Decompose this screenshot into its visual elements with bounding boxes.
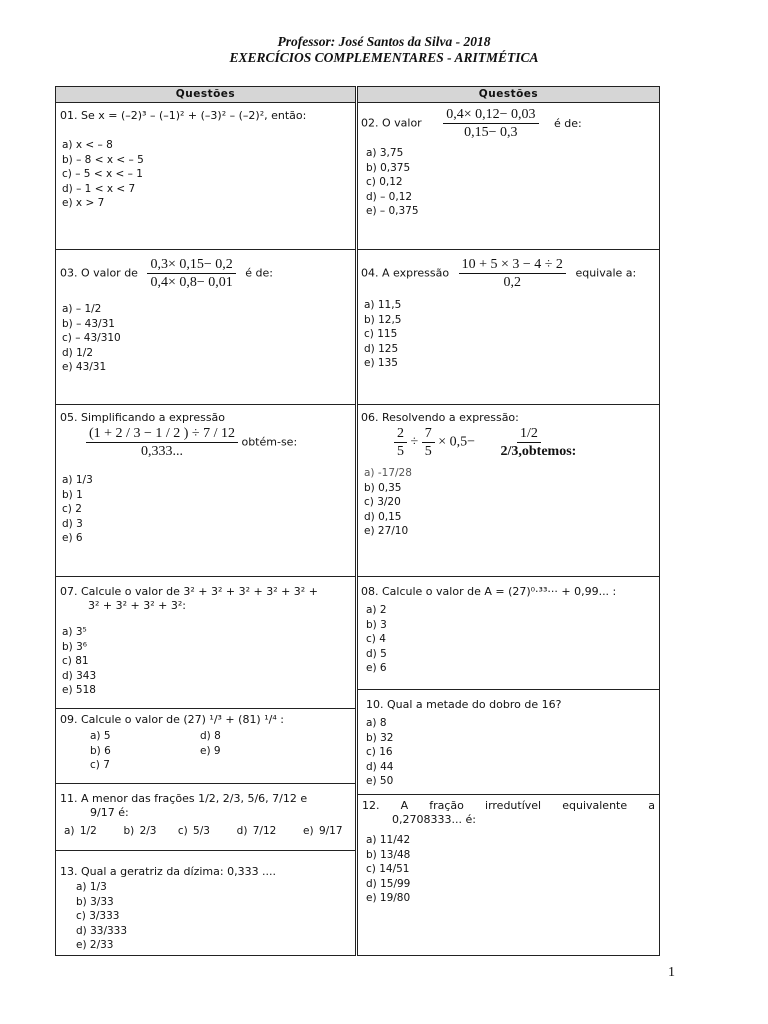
right-column-header: Questões — [358, 87, 659, 103]
question-02-text: 02. O valor $\frac{0,4\times 0,12- 0,03}{0,15- 0,3}$ é de: — [361, 107, 582, 140]
option-b: b) 1 — [62, 488, 83, 501]
question-11-line1: 11. A menor das frações 1/2, 2/3, 5/6, 7/12 e — [60, 792, 308, 805]
question-04 — [358, 249, 659, 404]
question-04-fraction: $\frac{10 + 5 \times 3 - 4 \div 2}{0,2}$ — [459, 256, 566, 291]
question-13-text: 13. Qual a geratriz da dízima: 0,333 .... — [60, 865, 277, 878]
option-a: a) 1/2 — [64, 825, 97, 837]
document-title: EXERCÍCIOS COMPLEMENTARES - ARITMÉTICA — [229, 50, 539, 65]
question-12-line1: 12. A fração irredutível equivalente a — [362, 799, 655, 812]
question-01-text: 01. Se x = (–2)³ – (–1)² + (–3)² – (–2)², então: — [60, 109, 307, 122]
option-b: b) 3/33 — [76, 895, 114, 908]
option-c: c) 7 — [90, 759, 110, 771]
option-e: e) 2/33 — [76, 939, 114, 951]
option-a: a) 1/3 — [62, 474, 93, 486]
option-d: d) – 1 < x < 7 — [62, 182, 136, 195]
option-d: d) 33/333 — [76, 924, 128, 937]
question-01-options — [62, 138, 144, 211]
question-07 — [56, 576, 355, 708]
question-06-expression: $\frac{2}{5}$ ÷ $\frac{7}{5}$ × 0,5− $\frac{1/2}{\text{2/3,obtemos:}}$ — [394, 425, 579, 460]
question-03 — [56, 249, 355, 404]
question-12 — [358, 794, 659, 955]
question-13-options — [76, 880, 127, 953]
option-d: d) 3 — [62, 517, 83, 530]
question-08 — [358, 576, 659, 689]
option-a: a) 1/3 — [76, 881, 107, 893]
question-12-line2: 0,2708333... é: — [392, 813, 476, 826]
option-c: c) 0,12 — [366, 176, 403, 188]
question-02-options — [366, 146, 419, 219]
option-e: e) 50 — [366, 775, 394, 787]
question-08-text: 08. Calcule o valor de A = (27)⁰·³³··· + 0,99... : — [361, 585, 617, 598]
option-e: e) 6 — [62, 532, 83, 544]
question-11-line2: 9/17 é: — [90, 806, 129, 819]
option-a: a) -17/28 — [364, 467, 412, 479]
option-e: e) 19/80 — [366, 892, 411, 904]
question-11 — [56, 783, 355, 850]
option-c: c) 14/51 — [366, 863, 410, 875]
question-04-text: 04. A expressão $\frac{10 + 5 \times 3 - 4 \div 2}{0,2}$ equivale a: — [361, 257, 637, 290]
option-e: e) 9/17 — [303, 825, 343, 837]
option-e: e) 518 — [62, 684, 96, 696]
option-d: d) 44 — [366, 760, 394, 773]
option-c: c) 3/333 — [76, 910, 120, 922]
option-c: c) 5/3 — [177, 825, 210, 837]
document-header — [0, 34, 768, 66]
question-03-fraction: $\frac{0,3\times 0,15- 0,2}{0,4\times 0,8- 0,01}$ — [147, 256, 235, 291]
question-08-options — [366, 603, 387, 676]
option-c: c) – 43/310 — [62, 332, 121, 344]
option-e: e) x > 7 — [62, 197, 105, 209]
option-a: a) 3,75 — [366, 147, 404, 159]
option-b: b) 13/48 — [366, 848, 411, 861]
question-10-options — [366, 716, 393, 789]
option-d: d) 343 — [62, 669, 97, 682]
option-b: b) 0,375 — [366, 161, 411, 174]
option-e: e) 43/31 — [62, 361, 107, 373]
option-c: c) 4 — [366, 633, 386, 645]
option-a: a) 2 — [366, 604, 387, 616]
option-c: c) 3/20 — [364, 496, 401, 508]
option-b: b) 6 — [90, 744, 111, 757]
question-01 — [56, 102, 355, 249]
right-column — [357, 86, 660, 956]
question-05 — [56, 404, 355, 576]
option-c: c) – 5 < x < – 1 — [62, 168, 143, 180]
question-09-text: 09. Calcule o valor de (27) ¹/³ + (81) ¹/⁴ : — [60, 713, 284, 726]
option-c: c) 115 — [364, 328, 398, 340]
question-13 — [56, 850, 355, 955]
question-05-fraction: $\frac{(1 + 2 / 3 - 1 / 2 ) \div 7 / 12}{0,333...}$ — [86, 425, 238, 460]
option-e: e) – 0,375 — [366, 205, 419, 217]
question-05-options — [62, 473, 93, 546]
option-b: b) – 43/31 — [62, 317, 115, 330]
option-b: b) – 8 < x < – 5 — [62, 153, 144, 166]
question-03-text: 03. O valor de $\frac{0,3\times 0,15- 0,2}{0,4\times 0,8- 0,01}$ é de: — [60, 257, 273, 290]
question-09-options — [90, 729, 280, 773]
option-a: a) x < – 8 — [62, 139, 113, 151]
option-b: b) 0,35 — [364, 481, 402, 494]
option-d: d) 15/99 — [366, 877, 411, 890]
option-d: d) – 0,12 — [366, 190, 413, 203]
option-e: e) 27/10 — [364, 525, 409, 537]
option-b: b) 2/3 — [123, 825, 157, 837]
option-d: d) 7/12 — [236, 825, 277, 837]
option-b: b) 3⁶ — [62, 640, 87, 653]
option-a: a) 11/42 — [366, 834, 411, 846]
question-03-options — [62, 302, 121, 375]
question-06-text: 06. Resolvendo a expressão: — [361, 411, 519, 424]
question-05-text: 05. Simplificando a expressão — [60, 411, 226, 424]
question-07-line1: 07. Calcule o valor de 3² + 3² + 3² + 3² + 3² + — [60, 585, 318, 598]
question-09 — [56, 708, 355, 783]
option-e: e) 6 — [366, 662, 387, 674]
option-d: d) 1/2 — [62, 346, 93, 359]
option-c: c) 81 — [62, 655, 89, 667]
question-11-options — [64, 824, 343, 839]
question-04-options — [364, 298, 401, 371]
question-05-expression: $\frac{(1 + 2 / 3 - 1 / 2 ) \div 7 / 12}{0,333...}$ obtém-se: — [86, 425, 297, 460]
option-b: b) 32 — [366, 731, 394, 744]
option-e: e) 135 — [364, 357, 398, 369]
option-a: a) 5 — [90, 730, 111, 742]
option-a: a) 8 — [366, 717, 387, 729]
question-06 — [358, 404, 659, 576]
teacher-line: Professor: José Santos da Silva - 2018 — [277, 34, 491, 49]
option-d: d) 5 — [366, 647, 387, 660]
question-06-options — [364, 466, 412, 539]
option-d: d) 8 — [200, 730, 221, 742]
option-e: e) 9 — [200, 744, 221, 757]
option-b: b) 3 — [366, 618, 387, 631]
question-02 — [358, 102, 659, 249]
question-02-fraction: $\frac{0,4\times 0,12- 0,03}{0,15- 0,3}$ — [443, 106, 538, 141]
option-c: c) 16 — [366, 746, 393, 758]
question-10 — [358, 689, 659, 794]
question-10-text: 10. Qual a metade do dobro de 16? — [366, 698, 562, 711]
option-b: b) 12,5 — [364, 313, 402, 326]
question-07-options — [62, 625, 96, 698]
page-number: 1 — [668, 965, 675, 980]
option-d: d) 125 — [364, 342, 399, 355]
option-a: a) – 1/2 — [62, 303, 102, 315]
option-a: a) 3⁵ — [62, 626, 87, 638]
question-12-options — [366, 833, 410, 906]
option-c: c) 2 — [62, 503, 82, 515]
question-07-line2: 3² + 3² + 3² + 3²: — [88, 599, 186, 612]
option-a: a) 11,5 — [364, 299, 402, 311]
left-column-header: Questões — [56, 87, 355, 103]
option-d: d) 0,15 — [364, 510, 402, 523]
left-column — [55, 86, 356, 956]
